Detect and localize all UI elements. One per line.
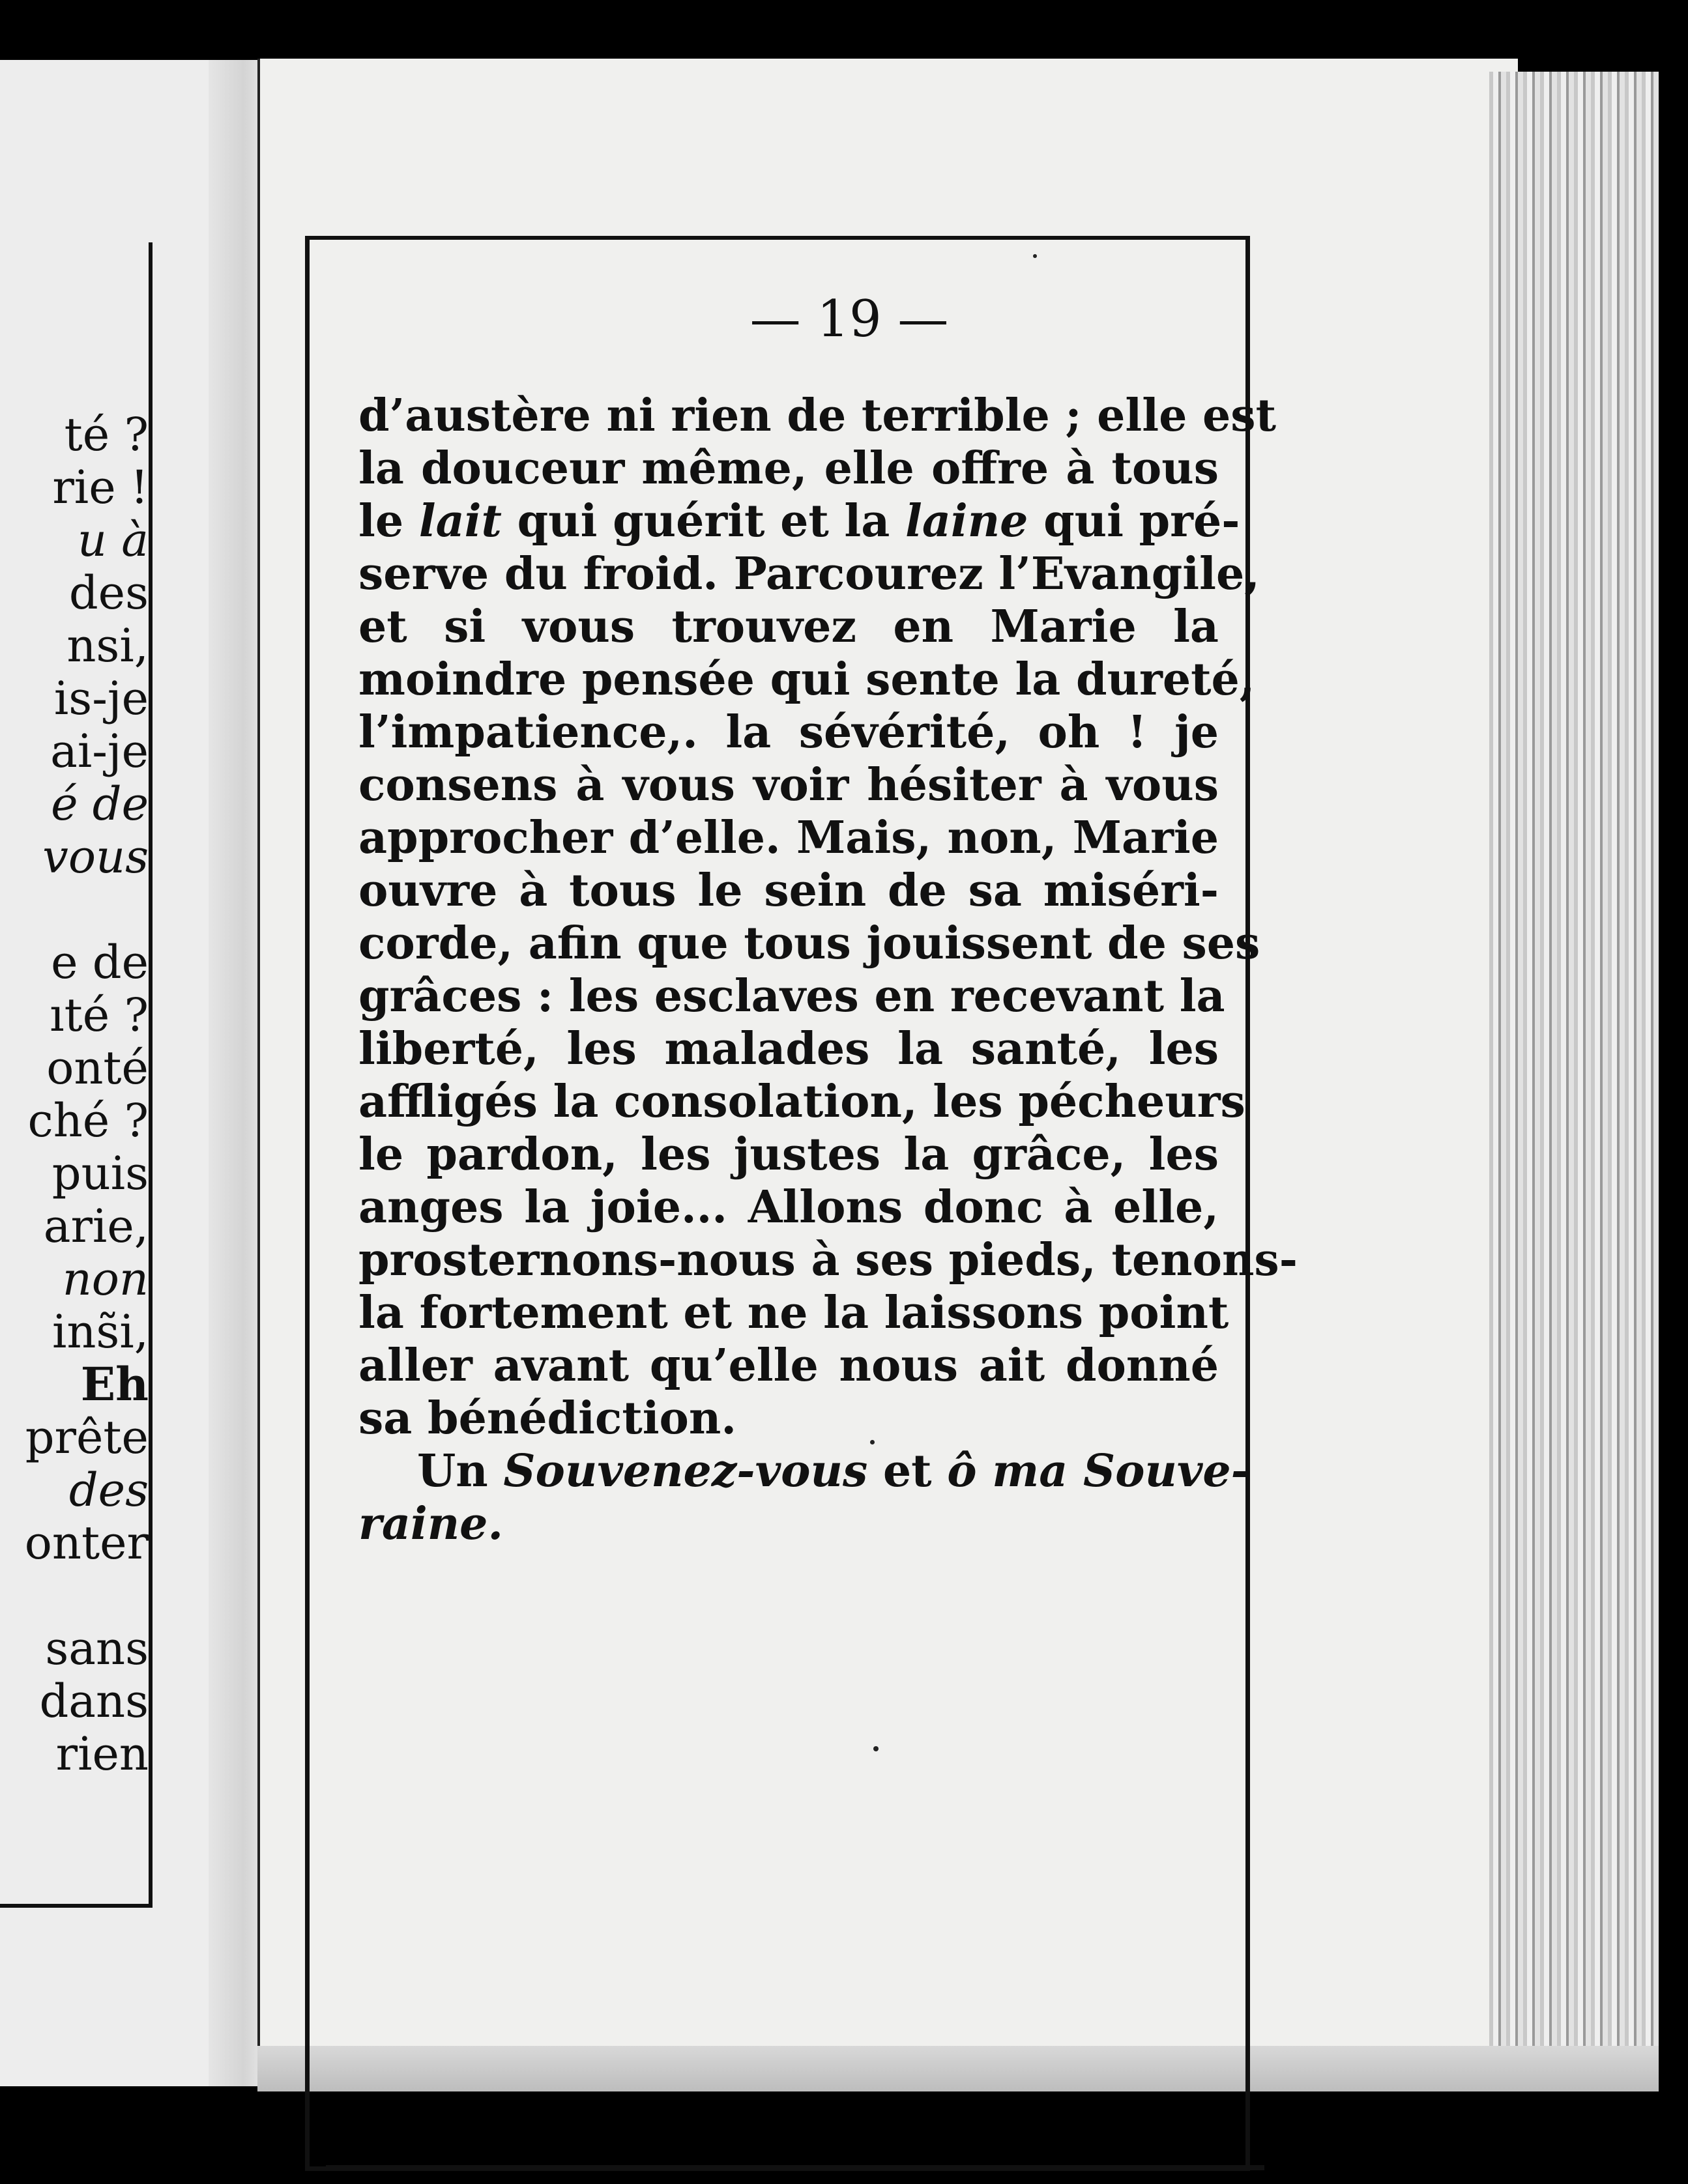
text-line: affligés la consolation, les pécheurs: [358, 1076, 1245, 1128]
text-line: grâces : les esclaves en recevant la: [358, 970, 1225, 1022]
left-page-line: des: [68, 566, 149, 620]
left-page-line: é de: [51, 777, 149, 831]
text-line: la fortement et ne la laissons point: [358, 1287, 1229, 1339]
text-line: moindre pensée qui sente la dureté,: [358, 654, 1255, 706]
left-page-line: non: [62, 1252, 149, 1306]
left-page-line: ins̃i,: [51, 1305, 149, 1358]
text-line: la douceur même, elle offre à tous: [358, 442, 1219, 495]
text-run: Un: [417, 1445, 504, 1497]
italic-prayer-title: Souvenez-vous: [503, 1445, 868, 1497]
text-line: sa bénédiction.: [358, 1392, 737, 1444]
text-line: le pardon, les justes la grâce, les: [358, 1128, 1219, 1181]
left-page-line: ıté ?: [50, 988, 149, 1042]
text-line: l’impatience,. la sévérité, oh ! je: [358, 706, 1219, 758]
ink-speck: [873, 1746, 879, 1751]
text-line: liberté, les malades la santé, les: [358, 1023, 1219, 1075]
bottom-rule: [326, 2165, 1264, 2170]
left-page-line: Eh: [80, 1357, 149, 1411]
text-line: d’austère ni rien de terrible ; elle est: [358, 390, 1276, 442]
left-page-line: rien: [55, 1727, 149, 1781]
left-page-line: dans: [39, 1674, 149, 1728]
left-page-line: onter: [24, 1516, 149, 1570]
ink-speck: [870, 1440, 875, 1444]
text-line: et si vous trouvez en Marie la: [358, 601, 1219, 653]
left-page-line: rie !: [52, 461, 149, 514]
text-run: et: [867, 1445, 948, 1497]
ink-speck: [1033, 254, 1037, 258]
left-page-line: vous: [42, 830, 149, 884]
left-page-line: té ?: [64, 408, 149, 461]
text-line: anges la joie... Allons donc à elle,: [358, 1181, 1219, 1233]
body-text: [358, 390, 1298, 1551]
left-page-line: des: [68, 1463, 149, 1517]
left-page-line: prête: [25, 1411, 149, 1464]
text-line: [358, 1445, 1249, 1498]
text-line: corde, afin que tous jouissent de ses: [358, 917, 1260, 970]
left-page-line: u à: [77, 513, 149, 567]
text-line: raine.: [358, 1498, 504, 1550]
text-line: prosternons-nous à ses pieds, tenons-: [358, 1234, 1298, 1286]
italic-word-lait: lait: [418, 495, 502, 547]
text-line: serve du froid. Parcourez l’Evangile,: [358, 548, 1260, 600]
text-line: approcher d’elle. Mais, non, Marie: [358, 812, 1219, 864]
italic-prayer-title: ô ma Souve-: [947, 1445, 1249, 1497]
left-page-line: ai-je: [50, 725, 149, 778]
left-page-line: onté: [46, 1041, 149, 1095]
page-number: — 19 —: [749, 290, 949, 349]
page-edges: [1489, 72, 1659, 2091]
text-line: consens à vous voir hésiter à vous: [358, 759, 1219, 811]
text-run: qui guérit et la: [501, 495, 905, 547]
left-page-line: e de: [51, 936, 149, 989]
text-line: ouvre à tous le sein de sa miséri-: [358, 865, 1219, 917]
text-line: [358, 495, 1240, 548]
text-line: aller avant qu’elle nous ait donné: [358, 1340, 1219, 1392]
left-page-line: puis: [51, 1147, 149, 1200]
left-page-line: ché ?: [27, 1094, 149, 1147]
left-page-line: nsi,: [66, 619, 149, 672]
left-page-line: sans: [45, 1622, 149, 1675]
left-page-line: arie,: [43, 1200, 149, 1253]
text-run: qui pré-: [1028, 495, 1240, 547]
left-page-line: is-je: [53, 672, 149, 725]
italic-word-laine: laine: [905, 495, 1028, 547]
text-run: le: [358, 495, 419, 547]
